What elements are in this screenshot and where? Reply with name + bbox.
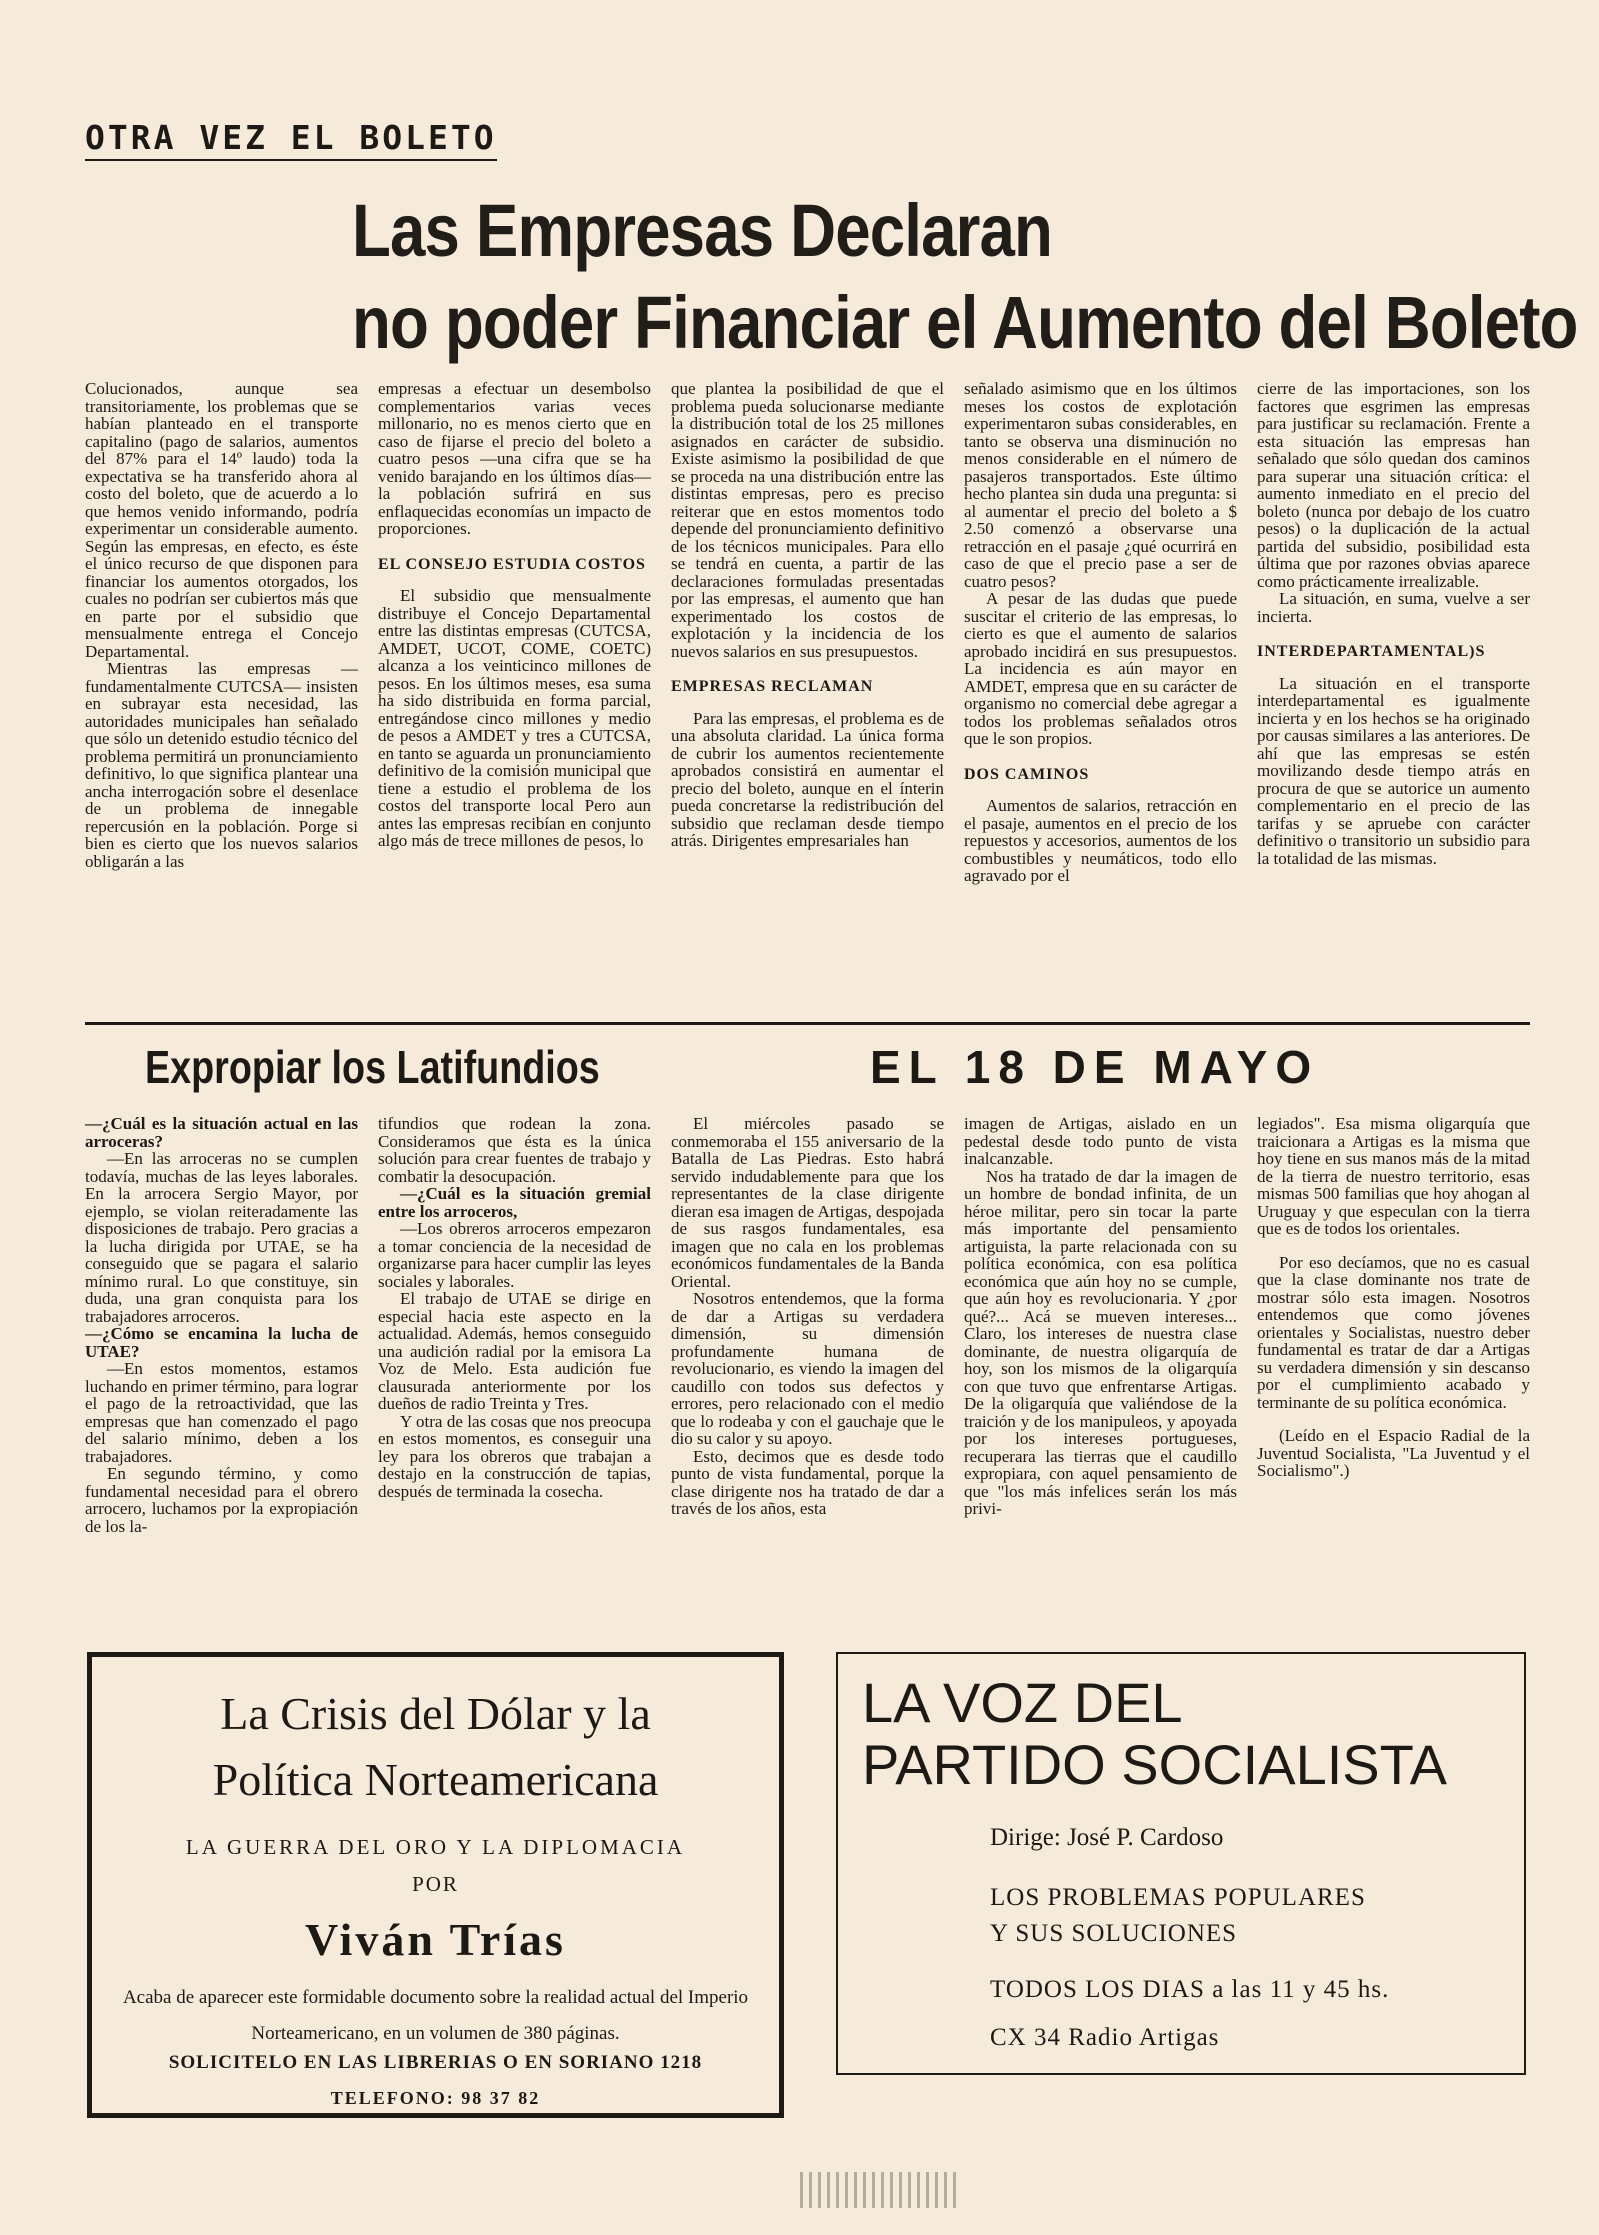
article-column: [671, 380, 944, 1012]
interview-question: —¿Cómo se encamina la lucha de UTAE?: [85, 1324, 358, 1361]
radio-tagline-line-1: LOS PROBLEMAS POPULARES: [990, 1884, 1366, 1911]
interview-question: —¿Cuál es la situación gremial entre los arroceros,: [378, 1184, 651, 1221]
interview-answer: —En las arroceras no se cumplen todavía, muchas de las leyes laborales. En la arrocera Sergio Mayor, por ejemplo, se violan reiteradamente las disposiciones de trabajo. Pero gracias a la lucha dirigida por UTAE, se ha conseguido que se pagara el salario mínimo rural. Lo que constituye, sin duda, una gran conquista para los trabajadores arroceros.: [85, 1149, 358, 1326]
book-title-line-1: La Crisis del Dólar y la: [220, 1688, 651, 1739]
paragraph: Nos ha tratado de dar la imagen de un hombre de bondad infinita, de un héroe militar, pero sin tocar la parte más importante del pensamiento artiguista, la parte relacionada con su política económica, con esa política económica que aún hoy no se cumple, que aún hoy es revolucionaria. Y ¿por qué?... Acá se mueven intereses... Claro, los intereses de nuestra clase dominante, de nuestra oligarquía de hoy, son los mismos de la oligarquía con que tuvo que enfrentarse Artigas. De la oligarquía que valiéndose de la traición y de los manipuleos, y apoyada por los intereses portugueses, recuperara las tierras que el caudillo expropiara, con aquel pensamiento de que "los más infelices serán los más privi-: [964, 1166, 1237, 1518]
headline-line-1: Las Empresas Declaran: [352, 189, 1053, 272]
paragraph: que plantea la posibilidad de que el problema pueda solucionarse mediante la distribución total de los 25 millones asignados en carácter de subsidio. Existe asimismo la posibilidad de que se proceda na una distribución entre las distintas empresas, pero es preciso reiterar que en estos momentos todo depende del pronunciamiento definitivo de los técnicos municipales. Para ello se tendrá en cuenta, a partir de las declaraciones formuladas presentadas por las empresas, el aumento que han experimentado los costos de explotación y la incidencia de los nuevos salarios en sus presupuestos.: [671, 380, 944, 661]
paragraph: Esto, decimos que es desde todo punto de vista fundamental, porque la clase dirigente nos ha tratado de dar a través de los años, esta: [671, 1446, 944, 1518]
section-heading: INTERDEPARTAMENTAL)S: [1257, 643, 1486, 660]
article-column: [1257, 1115, 1530, 1600]
interview-answer: —En estos momentos, estamos luchando en primer término, para lograr el pago de la retroactividad, que las empresas que han comenzado el pago del salario mínimo, deben a los trabajadores.: [85, 1359, 358, 1466]
paragraph: legiados". Esa misma oligarquía que traicionara a Artigas es la misma que hoy tiene en sus manos más de la mitad de la tierra de nuestro territorio, esas mismas 500 familias que hoy ahogan al Uruguay y que especulan con la tierra que es de todos los orientales.: [1257, 1115, 1530, 1238]
book-title-line-2: Política Norteamericana: [212, 1754, 659, 1805]
paragraph: empresas a efectuar un desembolso complementarios varias veces millonario, no es menos cierto que en caso de fijarse el precio del boleto a cuatro pesos —una cifra que se ha venido barajando en los últimos días— la población sufrirá en sus enflaquecidas economías un impacto de proporciones.: [378, 380, 651, 538]
article-boleto: [85, 380, 1530, 1012]
paragraph: La situación, en suma, vuelve a ser incierta.: [1257, 589, 1530, 626]
paragraph: A pesar de las dudas que puede suscitar el criterio de las empresas, lo cierto es que el aumento de salarios aprobado incidirá en sus presupuestos. La incidencia es aún mayor en AMDET, empresa que en su carácter de organismo no comercial debe agregar a todos los problemas señalados otros que le son propios.: [964, 589, 1237, 748]
paragraph: Colucionados, aunque sea transitoriamente, los problemas que se habían planteado en el transporte capitalino (pago de salarios, aumentos del 87% para el 14º laudo) toda la expectativa se ha transferido ahora al costo del boleto, que de acuerdo a lo que hemos venido informando, podría experimentar un considerable aumento. Según las empresas, en efecto, es éste el único recurso de que disponen para financiar los aumentos otorgados, los cuales no podrían ser cubiertos más que en parte por el subsidio que mensualmente entrega el Concejo Departamental.: [85, 380, 358, 661]
interview-question: —¿Cuál es la situación actual en las arroceras?: [85, 1115, 358, 1151]
book-phone: TELEFONO: 98 37 82: [330, 2088, 541, 2108]
article-mayo-title: EL 18 DE MAYO: [870, 1041, 1320, 1093]
article-column: [964, 1115, 1237, 1600]
paragraph: Aumentos de salarios, retracción en el pasaje, aumentos en el precio de los repuestos y accesorios, aumentos de los combustibles y neumáticos, todo ello agravado por el: [964, 796, 1237, 885]
paragraph: El subsidio que mensualmente distribuye el Concejo Departamental entre las distintas empresas (CUTCSA, AMDET, UCOT, COME, COETC) alcanza a los veinticinco millones de pesos. En los últimos meses, esa suma ha sido distribuida en forma parcial, entregándose cinco millones y medio de pesos a AMDET y tres a CUTCSA, en tanto se aguarda un pronunciamiento definitivo de la comisión municipal que tiene a estudio el problema de los costos del transporte local Pero aun antes las empresas recibían en conjunto algo más de trece millones de pesos, lo: [378, 586, 651, 850]
book-by: POR: [412, 1872, 459, 1896]
radio-director: Dirige: José P. Cardoso: [990, 1824, 1224, 1851]
interview-answer: —Los obreros arroceros empezaron a tomar conciencia de la necesidad de organizarse para hacer cumplir las leyes sociales y laborales.: [378, 1219, 651, 1291]
book-call-to-action: SOLICITELO EN LAS LIBRERIAS O EN SORIANO 1218: [168, 2052, 703, 2073]
paragraph: cierre de las importaciones, son los factores que esgrimen las empresas para justificar su reclamación. Frente a esta situación las empresas han señalado que sólo quedan dos caminos para superar una situación crítica: el aumento inmediato en el precio del boleto (nunca por debajo de los cuatro pesos) o la duplicación de la actual partida del subsidio, posibilidad esta última que por razones obvias aparece como prácticamente irrealizable.: [1257, 380, 1530, 591]
article-column: [964, 380, 1237, 1012]
article-column: [85, 380, 358, 1012]
headline-line-2: no poder Financiar el Aumento del Boleto: [352, 281, 1578, 364]
paragraph: La situación en el transporte interdepartamental es igualmente incierta y en los hechos se ha originado por causas similares a las anteriores. De ahí que las empresas se estén movilizando desde tiempo atrás en procura de que se autorice un aumento complementario en el precio de las tarifas y se apruebe con carácter definitivo o transitorio un subsidio para la totalidad de las mismas.: [1257, 673, 1530, 868]
radio-schedule: TODOS LOS DIAS a las 11 y 45 hs.: [990, 1976, 1390, 2003]
radio-tagline-line-2: Y SUS SOLUCIONES: [990, 1920, 1238, 1947]
print-stamp-mark: [800, 2172, 960, 2208]
lower-articles: [85, 1115, 1530, 1600]
paragraph: Nosotros entendemos, que la forma de dar a Artigas su verdadera dimensión, su dimensión profundamente humana de revolucionario, es viendo la imagen del caudillo con todos sus defectos y errores, pero relacionado con el medio que lo rodeaba y con el gauchaje que le dio su calor y su apoyo.: [671, 1289, 944, 1448]
paragraph: El miércoles pasado se conmemoraba el 155 aniversario de la Batalla de Las Piedras. Esto habrá servido indudablemente para que los representantes de la clase dirigente dieran esa imagen de Artigas, despojada de sus rasgos fundamentales, esa imagen que no cala en los problemas económicos fundamentales de la Banda Oriental.: [671, 1115, 944, 1291]
radio-advertisement: [836, 1652, 1526, 2075]
section-heading: DOS CAMINOS: [964, 765, 1090, 783]
paragraph: Y otra de las cosas que nos preocupa en estos momentos, es conseguir una ley para los obreros que trabajan a destajo en la construcción de tapias, después de terminada la cosecha.: [378, 1411, 651, 1501]
article-column: [85, 1115, 358, 1600]
paragraph: imagen de Artigas, aislado en un pedestal desde todo punto de vista inalcanzable.: [964, 1115, 1237, 1168]
radio-title: [862, 1672, 1524, 1796]
article-column: [1257, 380, 1530, 1012]
paragraph: Para las empresas, el problema es de una absoluta claridad. La única forma de cubrir los aumentos recientemente aprobados consistirá en aumentar el precio del boleto, aunque en el ínterin pueda concretarse la redistribución del subsidio que reclaman desde tiempo atrás. Dirigentes empresariales han: [671, 708, 944, 850]
paragraph: Mientras las empresas —fundamentalmente CUTCSA— insisten en subrayar esta necesidad, las autoridades municipales han señalado que sólo un detenido estudio técnico del problema permitirá un pronunciamiento definitivo, lo que significa plantear una ancha interrogación sobre el desenlace de un problema de innegable repercusión en la población. Porge si bien es cierto que los nuevos salarios obligarán a las: [85, 659, 358, 871]
radio-station: CX 34 Radio Artigas: [990, 2024, 1220, 2051]
paragraph: En segundo término, y como fundamental necesidad para el obrero arrocero, luchamos por la expropiación de los la-: [85, 1464, 358, 1536]
book-title: [92, 1681, 779, 1813]
radio-title-line-2: PARTIDO SOCIALISTA: [862, 1733, 1448, 1796]
paragraph: (Leído en el Espacio Radial de la Juventud Socialista, "La Juventud y el Socialismo".): [1257, 1426, 1530, 1480]
section-divider: [85, 1022, 1530, 1025]
section-heading: EMPRESAS RECLAMAN: [671, 678, 874, 695]
book-subtitle: LA GUERRA DEL ORO Y LA DIPLOMACIA: [185, 1835, 686, 1859]
section-kicker: OTRA VEZ EL BOLETO: [85, 118, 497, 161]
paragraph: señalado asimismo que en los últimos meses los costos de explotación experimentaron subas considerables, en tanto se observa una disminución no menos considerable en el número de pasajeros transportados. Este último hecho plantea sin duda una pregunta: si al aumentar el precio del boleto a $ 2.50 comenzó a observarse una retracción en el pasaje ¿qué ocurrirá en caso de que el precio pase a ser de cuatro pesos?: [964, 380, 1237, 591]
article-column: [378, 1115, 651, 1600]
book-advertisement: [87, 1652, 784, 2118]
article-column: [671, 1115, 944, 1600]
radio-tagline: [990, 1880, 1524, 1952]
section-heading: EL CONSEJO ESTUDIA COSTOS: [378, 555, 646, 573]
book-description: Acaba de aparecer este formidable documento sobre la realidad actual del Imperio Norteamericano, en un volumen de 380 páginas.: [122, 1987, 749, 2044]
paragraph: Por eso decíamos, que no es casual que la clase dominante nos trate de mostrar sólo esta imagen. Nosotros entendemos que como jóvenes orientales y Socialistas, nuestro deber fundamental es tratar de dar a Artigas su verdadera dimensión y sin descanso por el cumplimiento acabado y terminante de su política económica.: [1257, 1252, 1530, 1412]
book-author: Viván Trías: [305, 1914, 566, 1965]
paragraph: El trabajo de UTAE se dirige en especial hacia este aspecto en la actualidad. Además, hemos conseguido una audición radial por la emisora La Voz de Melo. Esta audición fue clausurada anteriormente por los dueños de radio Treinta y Tres.: [378, 1289, 651, 1413]
paragraph: tifundios que rodean la zona. Consideramos que ésta es la única solución para crear fuentes de trabajo y combatir la desocupación.: [378, 1115, 651, 1186]
radio-title-line-1: LA VOZ DEL: [862, 1671, 1183, 1734]
article-column: [378, 380, 651, 1012]
article-latifundios-title: Expropiar los Latifundios: [145, 1041, 600, 1093]
